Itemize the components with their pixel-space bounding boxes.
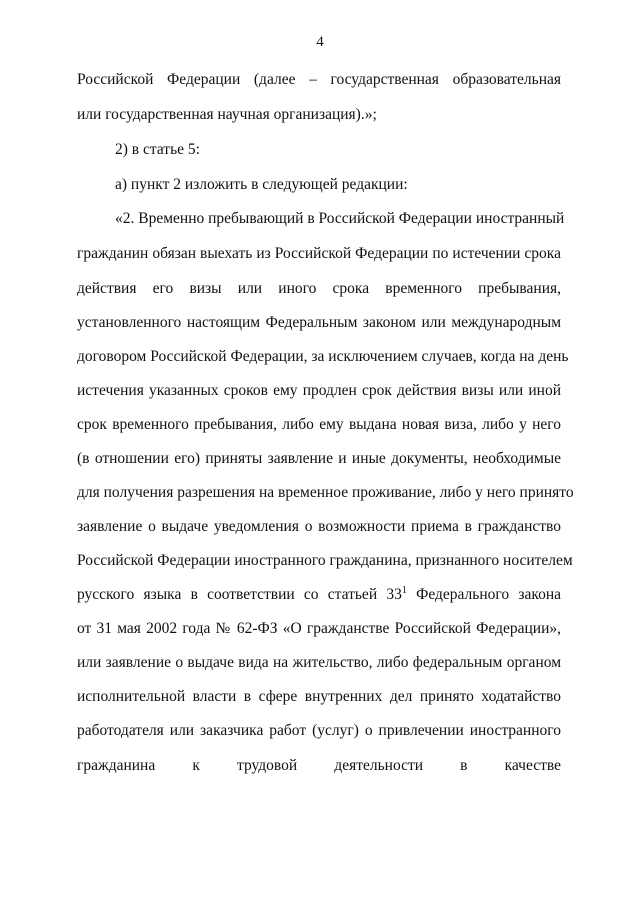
text-line: Российской Федерации иностранного гражданина, признанного носителем bbox=[77, 552, 573, 569]
text-fragment: Федерального закона bbox=[406, 586, 561, 603]
text-line: договором Российской Федерации, за исключением случаев, когда на день bbox=[77, 348, 569, 365]
text-line: работодателя или заказчика работ (услуг) о привлечении иностранного bbox=[77, 722, 561, 739]
text-line: «2. Временно пребывающий в Российской Федерации иностранный bbox=[115, 210, 565, 227]
text-line: от 31 мая 2002 года № 62-ФЗ «О гражданстве Российской Федерации», bbox=[77, 620, 561, 637]
text-line: 2) в статье 5: bbox=[115, 141, 200, 158]
text-line: или государственная научная организация).»; bbox=[77, 106, 377, 123]
text-line: для получения разрешения на временное проживание, либо у него принято bbox=[77, 484, 574, 501]
text-line: исполнительной власти в сфере внутренних дел принято ходатайство bbox=[77, 688, 561, 705]
text-line-with-superscript bbox=[77, 585, 561, 605]
page-number: 4 bbox=[316, 34, 324, 50]
text-line: истечения указанных сроков ему продлен срок действия визы или иной bbox=[77, 382, 561, 399]
text-line: или заявление о выдаче вида на жительство, либо федеральным органом bbox=[77, 654, 561, 671]
text-line: срок временного пребывания, либо ему выдана новая виза, либо у него bbox=[77, 416, 561, 433]
text-line: действия его визы или иного срока временного пребывания, bbox=[77, 280, 561, 297]
text-line: Российской Федерации (далее – государственная образовательная bbox=[77, 71, 561, 88]
text-line: (в отношении его) приняты заявление и иные документы, необходимые bbox=[77, 450, 561, 467]
superscript-number: 1 bbox=[401, 585, 407, 596]
text-line: гражданин обязан выехать из Российской Федерации по истечении срока bbox=[77, 245, 561, 262]
text-fragment: русского языка в соответствии со статьей 33 bbox=[77, 586, 402, 603]
text-line: а) пункт 2 изложить в следующей редакции: bbox=[115, 176, 408, 193]
text-line: заявление о выдаче уведомления о возможности приема в гражданство bbox=[77, 518, 561, 535]
text-line: установленного настоящим Федеральным законом или международным bbox=[77, 314, 561, 331]
text-line: гражданина к трудовой деятельности в качестве bbox=[77, 757, 561, 774]
